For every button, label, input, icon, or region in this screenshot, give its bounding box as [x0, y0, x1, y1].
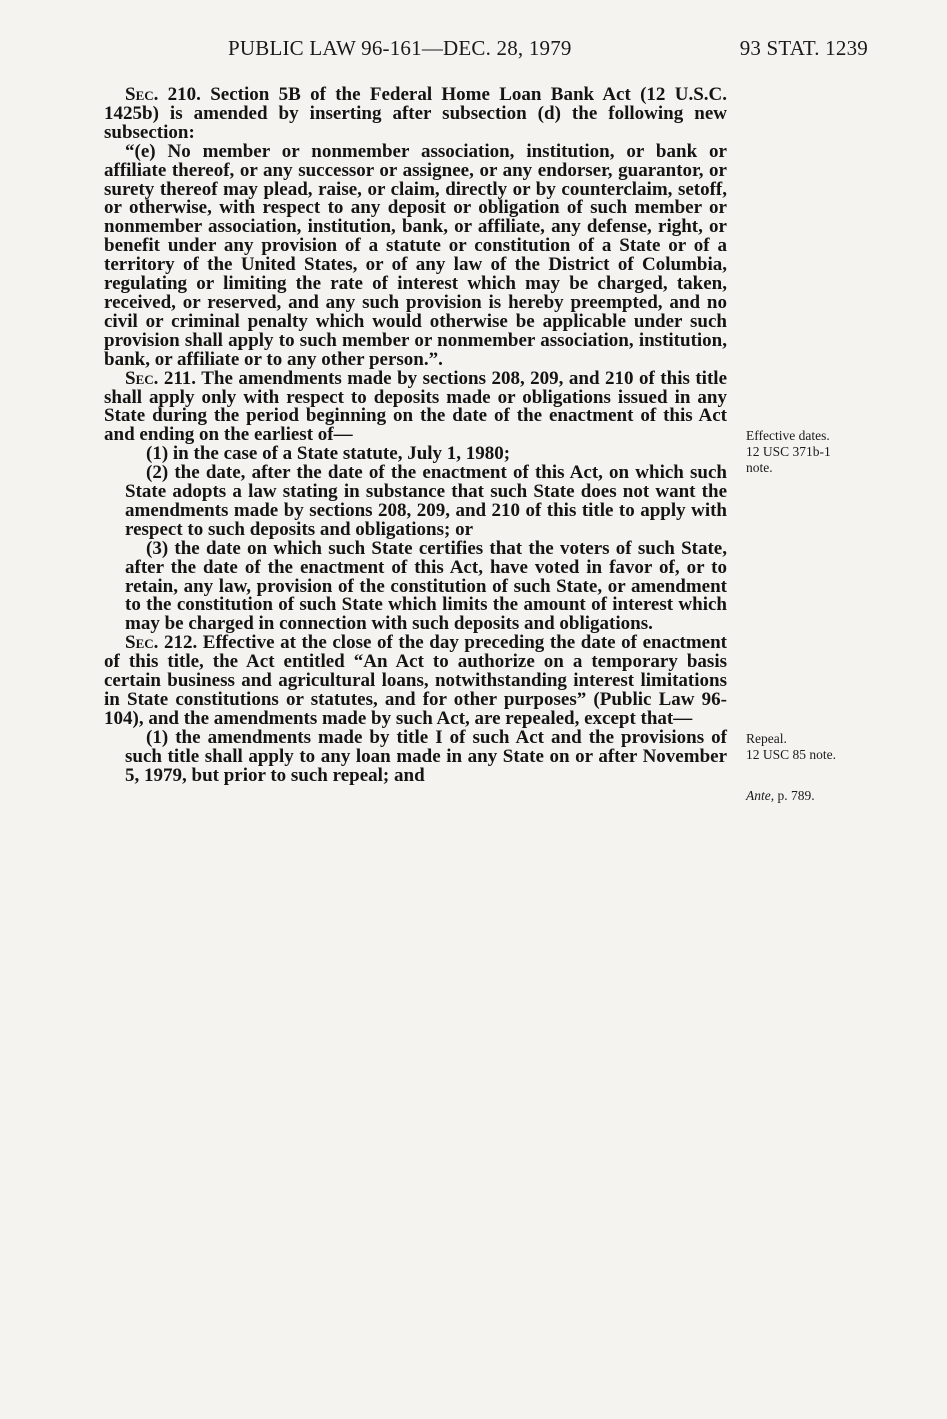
- section-211-item-3: (3) the date on which such State certifies that the voters of such State, after the date of the enactment of this Act, have voted in favor of, or to retain, any law, provision of the constitution of such State, or amendment to the constitution of such State which limits the amount of interest which may be charged in connection with such deposits and obligations.: [125, 537, 727, 635]
- body-text: [104, 86, 727, 786]
- margin-note-line: Repeal.: [746, 731, 787, 746]
- margin-note-effective-dates: [746, 428, 831, 476]
- section-212: [104, 634, 727, 729]
- section-210-text: Section 5B of the Federal Home Loan Bank Act (12 U.S.C. 1425b) is amended by inserting after subsection (d) the following new subsection:: [104, 84, 727, 143]
- margin-note-line: Effective dates.: [746, 428, 830, 443]
- show-through-artifact: [790, 90, 794, 106]
- section-210-lead: Sec. 210.: [125, 84, 201, 105]
- margin-note-repeal: [746, 731, 836, 763]
- margin-note-ante-italic: Ante,: [746, 788, 775, 803]
- margin-note-line: note.: [746, 460, 773, 475]
- margin-note-line: 12 USC 85 note.: [746, 747, 837, 762]
- header-statute-page: 93 STAT. 1239: [739, 36, 868, 60]
- section-211-item-1: (1) in the case of a State statute, July 1, 1980;: [146, 443, 511, 465]
- header-title: PUBLIC LAW 96-161—DEC. 28, 1979: [228, 36, 572, 60]
- section-212-text: Effective at the close of the day preceding the date of enactment of this title, the Act entitled “An Act to authorize on a temporary basis certain business and agricultural loans, notwithstanding interest limitations in State constitutions or statutes, and for other purposes” (Public Law 96-104), and the amendments made by such Act, are repealed, except that—: [104, 632, 727, 729]
- margin-note-line: 12 USC 371b-1: [746, 444, 831, 459]
- section-212-lead: Sec. 212.: [125, 632, 198, 654]
- section-212-item-1: (1) the amendments made by title I of such Act and the provisions of such title shall apply to any loan made in any State on or after November 5, 1979, but prior to such repeal; and: [125, 726, 727, 786]
- section-211-item-2: (2) the date, after the date of the enactment of this Act, on which such State adopts a law stating in substance that such State does not want the amendments made by sections 208, 209, and 210 of this title to apply with respect to such deposits and obligations; or: [125, 462, 727, 540]
- section-211-text: The amendments made by sections 208, 209, and 210 of this title shall apply only with respect to deposits made or obligations issued in any State during the period beginning on the date of the enactment of this Act and ending on the earliest of—: [104, 367, 727, 446]
- section-211: [104, 367, 727, 446]
- section-210-subsection-e: “(e) No member or nonmember association, institution, or bank or affiliate thereof, or any successor or assignee, or any endorser, guarantor, or surety thereof may plead, raise, or claim, directly or by counterclaim, setoff, or otherwise, with respect to any deposit or obligation of such member or nonmember association, institution, bank, or affiliate, any defense, right, or benefit under any provision of a statute or constitution of a State or of a territory of the United States, or of any law of the District of Columbia, regulating or limiting the rate of interest which may be charged, taken, received, or reserved, and any such provision is hereby preempted, and no civil or criminal penalty which would otherwise be applicable under such provision shall apply to such member or nonmember association, institution, bank, or affiliate or to any other person.”.: [104, 140, 727, 370]
- margin-note-ante-page: p. 789.: [774, 788, 815, 803]
- section-210: [104, 86, 727, 143]
- section-211-lead: Sec. 211.: [125, 367, 197, 389]
- margin-note-ante: [746, 788, 815, 804]
- page-header: [228, 36, 868, 66]
